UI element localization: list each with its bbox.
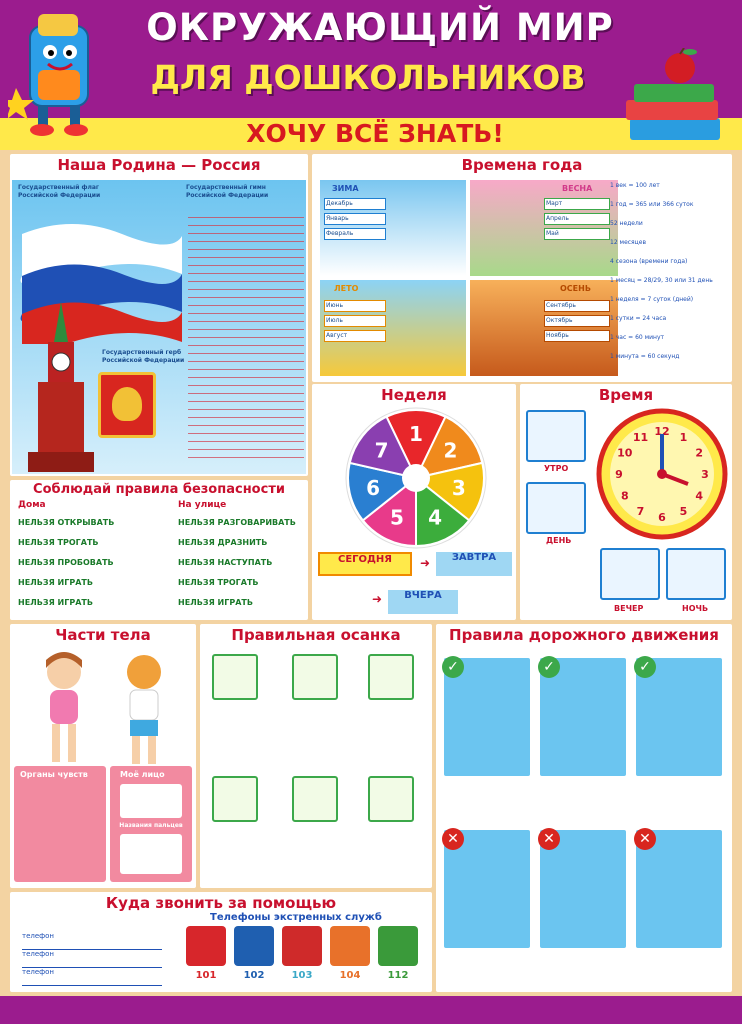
clock-number: 3 — [701, 468, 709, 481]
clock-number: 12 — [654, 425, 670, 438]
night-label: НОЧЬ — [682, 604, 709, 613]
senses-box — [14, 766, 106, 882]
clock-number: 11 — [632, 430, 649, 444]
weekday-number: 3 — [451, 475, 466, 500]
spring-months: Март Апрель Май — [544, 198, 610, 240]
rescue-icon — [378, 926, 418, 966]
weekday-number: 5 — [389, 505, 404, 530]
number-102: 102 — [243, 970, 265, 981]
weekday-number: 4 — [428, 505, 443, 530]
clock-number: 10 — [617, 446, 633, 460]
ambulance-icon — [282, 926, 322, 966]
child-figures-icon — [24, 650, 184, 768]
tomorrow-label: ЗАВТРА — [436, 552, 512, 576]
safety-street-rules: НЕЛЬЗЯ РАЗГОВАРИВАТЬ НЕЛЬЗЯ ДРАЗНИТЬ НЕЛЬЗЯ НАСТУПАТЬ НЕЛЬЗЯ ТРОГАТЬ НЕЛЬЗЯ ИГРАТЬ — [178, 518, 296, 607]
evening-label: ВЕЧЕР — [614, 604, 644, 613]
safety-title: Соблюдай правила безопасности — [33, 482, 285, 497]
emergency-subtitle: Телефоны экстренных служб — [210, 912, 382, 923]
fingers-label: Названия пальцев — [119, 822, 183, 829]
week-title: Неделя — [381, 386, 447, 404]
police-icon — [234, 926, 274, 966]
gas-service-icon — [330, 926, 370, 966]
night-card — [666, 548, 726, 600]
winter-label: ЗИМА — [332, 184, 359, 193]
posture-image-3 — [368, 654, 414, 700]
weekday-number: 1 — [409, 422, 423, 446]
anthem-caption: Государственный гимн Российской Федерации — [186, 184, 269, 199]
body-title: Части тела — [55, 626, 151, 644]
emblem-caption: Государственный герб Российской Федерации — [102, 349, 185, 364]
check-icon: ✓ — [634, 656, 656, 678]
evening-card — [600, 548, 660, 600]
hand-image — [120, 834, 182, 874]
title-line-1: ОКРУЖАЮЩИЙ МИР — [146, 6, 614, 49]
weekday-number: 6 — [366, 475, 381, 500]
clock-number: 9 — [615, 468, 623, 481]
title-line-2: ДЛЯ ДОШКОЛЬНИКОВ — [150, 58, 586, 97]
posture-image-5 — [292, 776, 338, 822]
posture-title: Правильная осанка — [231, 626, 401, 644]
motherland-title: Наша Родина — Россия — [57, 156, 261, 174]
posture-image-2 — [292, 654, 338, 700]
flag-caption: Государственный флаг Российской Федерации — [18, 184, 101, 199]
autumn-months: Сентябрь Октябрь Ноябрь — [544, 300, 610, 342]
morning-card — [526, 410, 586, 462]
summer-label: ЛЕТО — [334, 284, 359, 293]
books-apple-icon — [620, 48, 730, 148]
weekday-number: 7 — [374, 438, 389, 463]
week-wheel — [344, 406, 488, 550]
face-label: Моё лицо — [120, 770, 165, 779]
posture-image-6 — [368, 776, 414, 822]
clock-face — [596, 408, 728, 540]
senses-label: Органы чувств — [20, 770, 88, 779]
posture-image-1 — [212, 654, 258, 700]
safety-home-label: Дома — [18, 500, 46, 510]
clock-number: 5 — [679, 505, 688, 519]
posture-panel — [200, 624, 432, 888]
morning-label: УТРО — [544, 464, 569, 473]
check-icon: ✓ — [442, 656, 464, 678]
backpack-mascot-icon — [8, 8, 108, 143]
body-panel — [10, 624, 196, 888]
phone-fields: телефон телефон телефон — [22, 932, 162, 986]
clock-number: 7 — [636, 505, 645, 519]
cross-icon: ✕ — [634, 828, 656, 850]
seasons-panel — [312, 154, 732, 382]
day-label: ДЕНЬ — [546, 536, 572, 545]
time-facts-list: 1 век = 100 лет 1 год = 365 или 366 суток 52 недели 12 месяцев 4 сезона (времени года) 1 месяц = 28/29, 30 или 31 день 1 неделя = 7 суток (дней) 1 сутки = 24 часа 1 час = 60 минут 1 минута = 60 секунд — [610, 182, 713, 360]
time-panel — [520, 384, 732, 620]
number-103: 103 — [291, 970, 313, 981]
number-101: 101 — [195, 970, 217, 981]
coat-of-arms-icon — [98, 372, 156, 438]
emergency-title: Куда звонить за помощью — [105, 894, 337, 912]
number-104: 104 — [339, 970, 361, 981]
clock-number: 2 — [695, 446, 704, 460]
clock-number: 6 — [658, 511, 666, 524]
kremlin-tower-icon — [18, 302, 104, 474]
winter-months: Декабрь Январь Февраль — [324, 198, 386, 240]
arrow-right-icon: ➜ — [420, 556, 431, 570]
subtitle: ХОЧУ ВСЁ ЗНАТЬ! — [246, 119, 504, 148]
seasons-title: Времена года — [461, 156, 583, 174]
cross-icon: ✕ — [442, 828, 464, 850]
safety-street-label: На улице — [178, 500, 227, 510]
clock-number: 4 — [695, 489, 704, 503]
clock-number: 8 — [620, 489, 629, 503]
check-icon: ✓ — [538, 656, 560, 678]
safety-home-rules: НЕЛЬЗЯ ОТКРЫВАТЬ НЕЛЬЗЯ ТРОГАТЬ НЕЛЬЗЯ ПРОБОВАТЬ НЕЛЬЗЯ ИГРАТЬ НЕЛЬЗЯ ИГРАТЬ — [18, 518, 115, 607]
summer-months: Июнь Июль Август — [324, 300, 386, 342]
clock-number: 1 — [679, 430, 688, 444]
arrow-left-icon: ➜ — [372, 592, 383, 606]
cross-icon: ✕ — [538, 828, 560, 850]
emergency-panel — [10, 892, 432, 992]
yesterday-label: ВЧЕРА — [388, 590, 458, 614]
today-label: СЕГОДНЯ — [318, 552, 412, 576]
posture-image-4 — [212, 776, 258, 822]
weekday-number: 2 — [443, 438, 458, 463]
traffic-panel — [436, 624, 732, 992]
day-card — [526, 482, 586, 534]
motherland-panel — [10, 154, 308, 476]
number-112: 112 — [387, 970, 409, 981]
safety-panel — [10, 480, 308, 620]
autumn-label: ОСЕНЬ — [560, 284, 591, 293]
traffic-title: Правила дорожного движения — [449, 626, 719, 644]
time-title: Время — [598, 386, 654, 404]
fire-service-icon — [186, 926, 226, 966]
anthem-text — [188, 212, 304, 462]
footer-band — [0, 996, 742, 1024]
week-panel — [312, 384, 516, 620]
spring-label: ВЕСНА — [562, 184, 593, 193]
face-image — [120, 784, 182, 818]
